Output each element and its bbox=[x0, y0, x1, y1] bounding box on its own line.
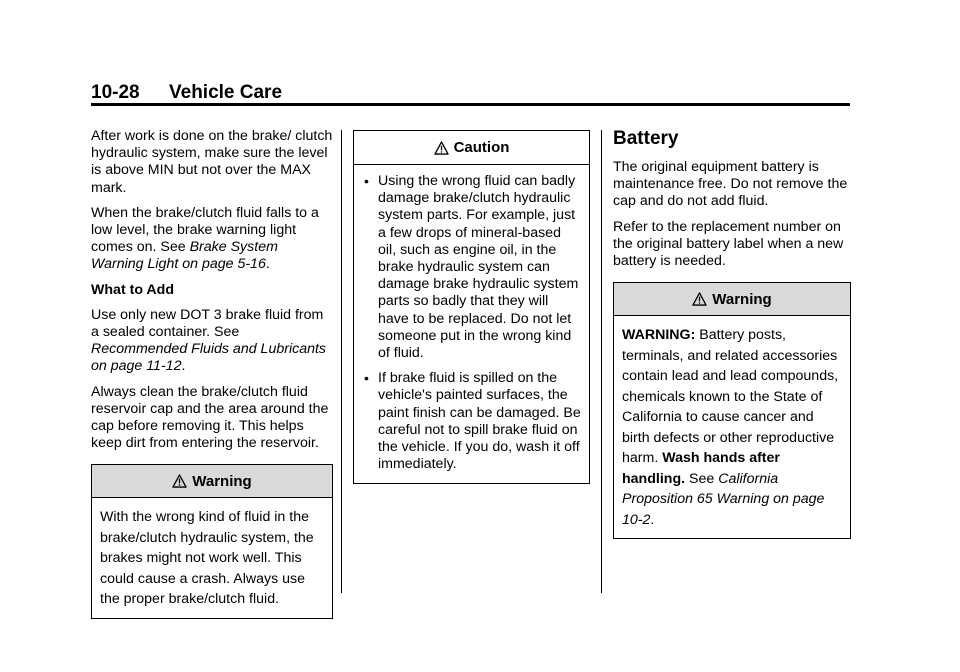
alert-triangle-icon bbox=[172, 474, 187, 488]
warning-body: With the wrong kind of fluid in the brake/clutch hydraulic system, the brakes might not work well. This could cause a crash. Always use the proper brake/clutch fluid. bbox=[100, 509, 314, 608]
section-heading-battery: Battery bbox=[613, 128, 679, 149]
paragraph: The original equipment battery is maintenance free. Do not remove the cap and do not add fluid. bbox=[613, 159, 848, 210]
cross-reference-link[interactable]: Recommended Fluids and Lubricants on page 11-12 bbox=[91, 341, 327, 375]
cross-reference-link[interactable]: California Proposition 65 Warning on page 10-2 bbox=[622, 470, 825, 528]
header-rule bbox=[91, 103, 850, 106]
list-item: • Using the wrong fluid can badly damage brake/clutch hydraulic system parts. For example, just a few drops of mineral-based oil, such as engine oil, in the brake hydraulic system can damage brake hydraulic system parts so badly that they will have to be replaced. Do not let someone put in the wrong kind of fluid. bbox=[362, 173, 581, 362]
text: . bbox=[265, 256, 270, 273]
text: . bbox=[181, 358, 186, 375]
cross-reference-link[interactable]: Brake System Warning Light on page 5-16 bbox=[91, 239, 278, 273]
text: . bbox=[650, 511, 655, 528]
warning-body bbox=[614, 316, 850, 538]
page-header bbox=[91, 82, 282, 104]
alert-triangle-icon bbox=[434, 141, 449, 155]
column-3 bbox=[613, 128, 851, 539]
page-number: 10-28 bbox=[91, 82, 140, 103]
warning-header bbox=[92, 465, 332, 498]
warning-lead: WARNING: bbox=[622, 327, 696, 344]
caution-header bbox=[354, 131, 589, 165]
warning-box bbox=[613, 282, 851, 539]
subheading: What to Add bbox=[91, 281, 174, 298]
column-divider-left bbox=[341, 130, 342, 593]
warning-title: Warning bbox=[712, 290, 772, 308]
column-divider-right bbox=[601, 130, 602, 593]
paragraph bbox=[91, 205, 333, 274]
paragraph: Refer to the replacement number on the original battery label when a new battery is needed. bbox=[613, 218, 844, 270]
column-2 bbox=[353, 130, 590, 484]
text: Battery posts, terminals, and related accessories contain lead and lead compounds, chemicals known to the State of California to cause cancer and birth defects or other reproductive harm. bbox=[622, 327, 839, 467]
caution-body bbox=[354, 165, 589, 483]
warning-box bbox=[91, 464, 333, 619]
caution-list bbox=[362, 173, 581, 473]
paragraph: After work is done on the brake/ clutch hydraulic system, make sure the level is above MIN but not over the MAX mark. bbox=[91, 128, 333, 196]
text: When the brake/clutch fluid falls to a low level, the brake warning light comes on. See bbox=[91, 204, 319, 256]
section-title: Vehicle Care bbox=[169, 82, 283, 103]
column-1 bbox=[91, 128, 333, 619]
warning-header bbox=[614, 283, 850, 316]
warning-title: Warning bbox=[192, 472, 252, 490]
paragraph bbox=[91, 307, 333, 376]
list-item: • If brake fluid is spilled on the vehicle's painted surfaces, the paint finish can be damaged. Be careful not to spill brake fluid on the vehicle. If you do, wash it off immediately. bbox=[362, 370, 581, 473]
bold-instruction: Wash hands after handling. bbox=[622, 450, 780, 487]
caution-title: Caution bbox=[453, 138, 510, 156]
text: Use only new DOT 3 brake fluid from a sealed container. See bbox=[91, 306, 324, 341]
text: See bbox=[685, 470, 719, 487]
caution-box bbox=[353, 130, 590, 484]
paragraph: Always clean the brake/clutch fluid reservoir cap and the area around the cap before removing it. This helps keep dirt from entering the reservoir. bbox=[91, 383, 329, 452]
alert-triangle-icon bbox=[692, 292, 707, 306]
